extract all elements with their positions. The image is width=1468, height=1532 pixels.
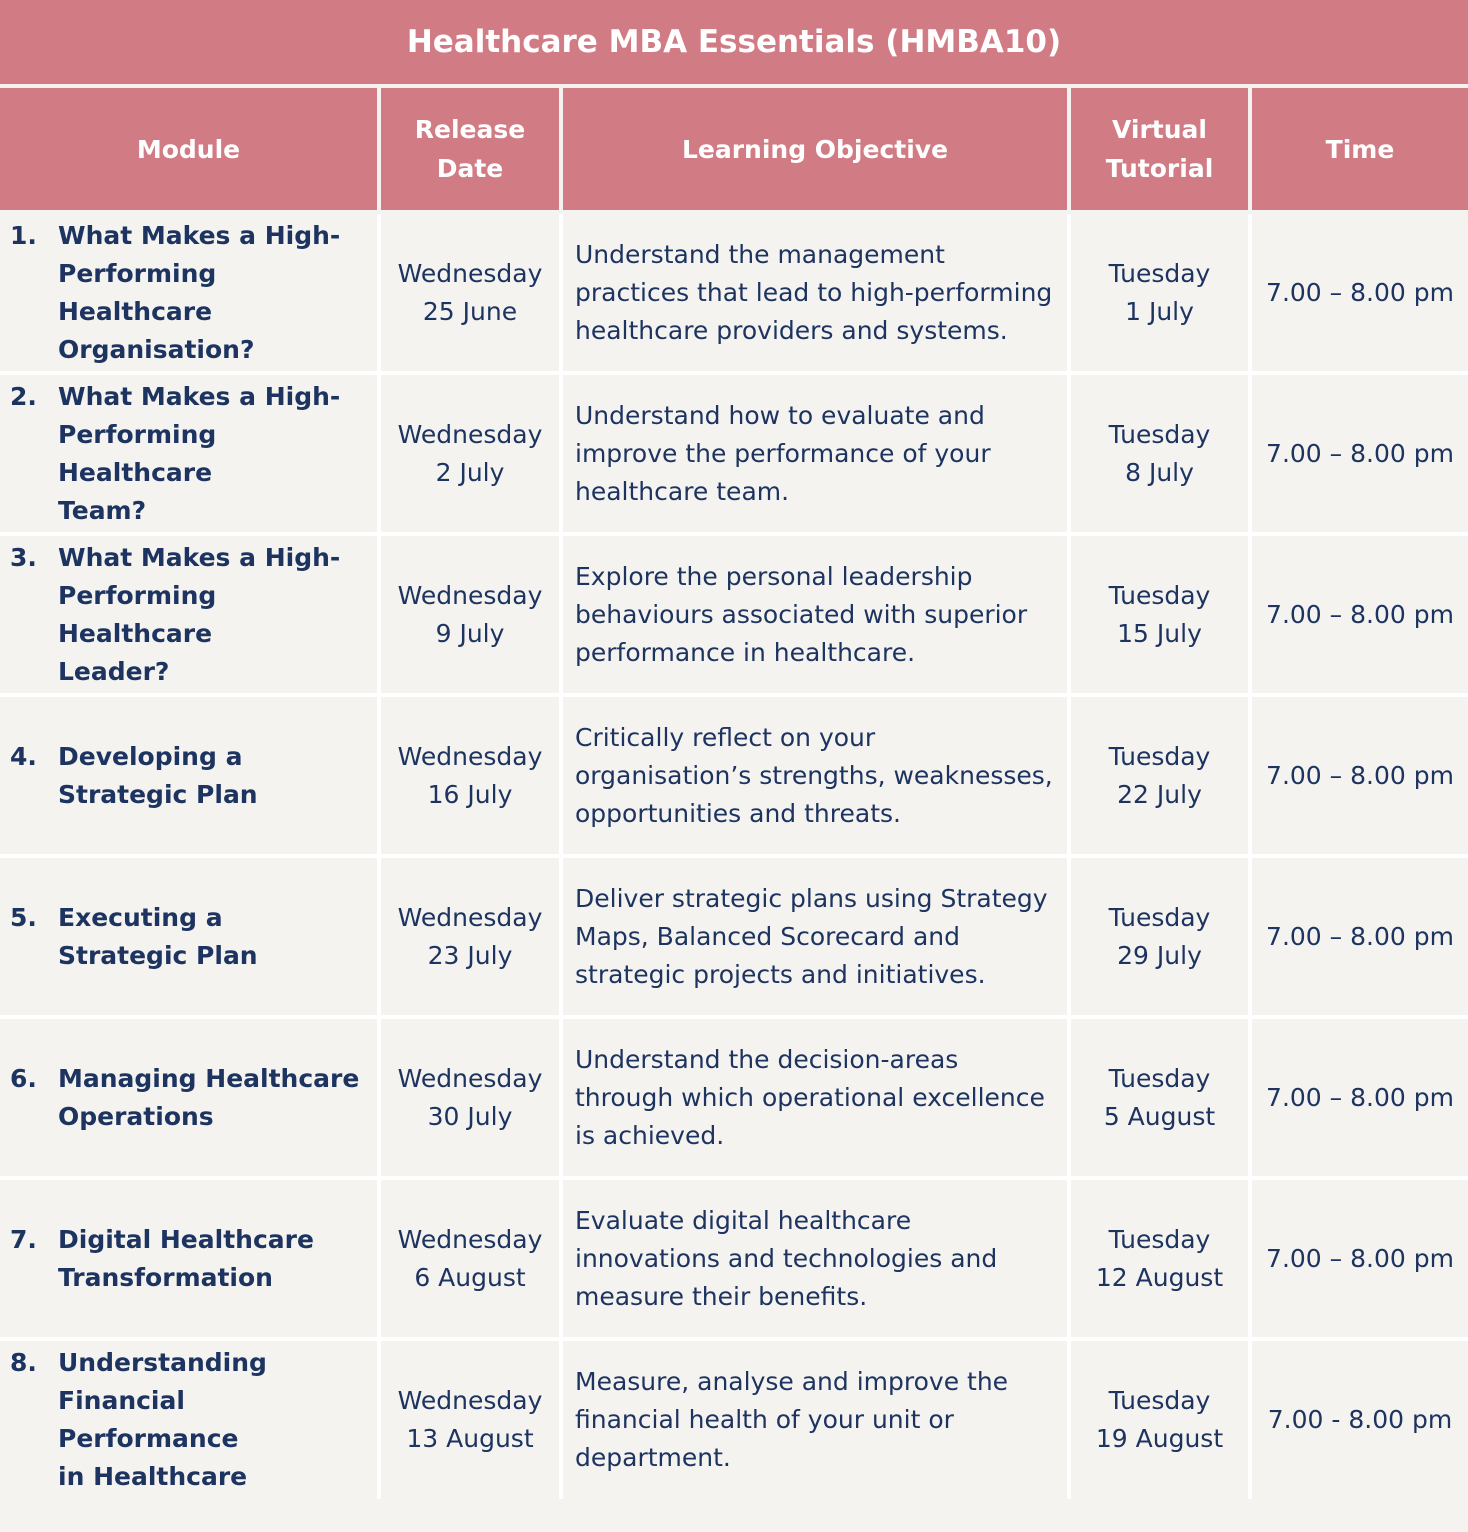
release-date-line: Wednesday [397,419,543,449]
module-name-line: Understanding [58,1348,267,1377]
table-row [0,1339,1468,1499]
release-date-cell [379,373,561,534]
module-name [58,1221,377,1297]
release-date-line: 30 July [427,1101,513,1131]
table-row [0,212,1468,373]
release-date-line: Wednesday [397,258,543,288]
objective-line: opportunities and threats. [575,798,901,828]
tutorial-date-line: 19 August [1095,1424,1224,1453]
release-date-line: 2 July [435,457,505,487]
header-release-date: Release Date [379,88,561,212]
release-date-line: 6 August [414,1262,526,1292]
module-name-line: What Makes a High- [58,542,341,572]
release-date-cell [379,1178,561,1339]
objective-line: healthcare providers and systems. [575,315,1008,345]
objective-line: strategic projects and initiatives. [575,959,986,989]
time-value: 7.00 – 8.00 pm [1266,438,1454,468]
table-row [0,695,1468,856]
tutorial-date-line: 22 July [1117,779,1202,809]
objective-line: practices that lead to high-performing [575,277,1053,307]
objective-line: healthcare team. [575,476,790,506]
virtual-tutorial-cell [1069,373,1250,534]
header-virtual-tutorial: Virtual Tutorial [1069,88,1250,212]
release-date-line: 9 July [435,618,505,648]
learning-objective-cell [561,856,1069,1017]
objective-line: improve the performance of your [575,438,991,468]
time-value: 7.00 – 8.00 pm [1266,1082,1454,1112]
objective-line: through which operational excellence [575,1082,1045,1112]
objective-line: Evaluate digital healthcare [575,1205,912,1235]
time-cell [1250,212,1468,373]
time-cell [1250,534,1468,695]
objective-line: financial health of your unit or [575,1405,954,1434]
learning-objective-cell [561,373,1069,534]
module-name-line: Financial Performance [58,1386,239,1453]
table-row [0,1178,1468,1339]
tutorial-date-line: Tuesday [1108,580,1211,610]
module-name-line: Managing Healthcare [58,1063,360,1093]
time-value: 7.00 – 8.00 pm [1266,921,1454,951]
learning-objective-cell [561,534,1069,695]
module-name [58,539,377,691]
module-name-line: Performing Healthcare [58,580,217,648]
release-date-line: Wednesday [397,1063,543,1093]
tutorial-date-line: Tuesday [1108,741,1211,771]
release-date-line: 16 July [427,779,513,809]
header-time: Time [1250,88,1468,212]
module-name-line: in Healthcare [58,1462,248,1491]
tutorial-date-line: Tuesday [1108,1386,1211,1415]
objective-line: is achieved. [575,1120,725,1150]
tutorial-date-line: 8 July [1125,457,1194,487]
time-value: 7.00 – 8.00 pm [1266,1243,1454,1273]
objective-line: department. [575,1443,731,1472]
module-name-line: Digital Healthcare [58,1224,314,1254]
learning-objective-cell [561,695,1069,856]
tutorial-date-line: 15 July [1117,618,1202,648]
virtual-tutorial-cell [1069,1339,1250,1499]
module-name-line: Developing a [58,741,243,771]
module-cell [0,1017,379,1178]
module-name [58,378,377,530]
objective-line: Critically reflect on your [575,722,876,752]
module-cell [0,534,379,695]
objective-line: Understand how to evaluate and [575,400,985,430]
virtual-tutorial-cell [1069,212,1250,373]
tutorial-date-line: 5 August [1103,1101,1216,1131]
release-date-line: Wednesday [397,1386,543,1415]
module-number: 4. [10,741,37,771]
module-name-line: What Makes a High- [58,220,341,250]
module-name [58,1344,377,1496]
table-row [0,856,1468,1017]
time-cell [1250,695,1468,856]
module-number: 1. [10,220,37,250]
module-cell [0,373,379,534]
time-cell [1250,1178,1468,1339]
release-date-line: 25 June [422,296,518,326]
release-date-line: Wednesday [397,1224,543,1254]
learning-objective-cell [561,212,1069,373]
module-name [58,738,377,814]
table-row [0,1017,1468,1178]
tutorial-date-line: Tuesday [1108,258,1211,288]
module-number: 7. [10,1224,37,1254]
time-cell [1250,373,1468,534]
release-date-cell [379,856,561,1017]
tutorial-date-line: Tuesday [1108,1063,1211,1093]
module-cell [0,695,379,856]
time-cell [1250,856,1468,1017]
tutorial-date-line: 29 July [1117,940,1202,970]
virtual-tutorial-cell [1069,534,1250,695]
objective-line: innovations and technologies and [575,1243,998,1273]
module-cell [0,212,379,373]
page-title: Healthcare MBA Essentials (HMBA10) [0,0,1468,84]
release-date-line: 13 August [406,1424,534,1453]
schedule-table [0,88,1468,1499]
module-name-line: Performing Healthcare [58,419,217,487]
objective-line: Measure, analyse and improve the [575,1367,1009,1396]
module-name-line: Leader? [58,656,170,686]
module-number: 5. [10,902,37,932]
learning-objective-cell [561,1339,1069,1499]
module-cell [0,1178,379,1339]
module-number: 3. [10,542,37,572]
tutorial-date-line: 1 July [1125,296,1194,326]
module-name [58,217,377,369]
module-name-line: Strategic Plan [58,779,258,809]
module-name-line: Team? [58,495,147,525]
release-date-cell [379,212,561,373]
tutorial-date-line: 12 August [1095,1262,1224,1292]
table-row [0,534,1468,695]
time-cell [1250,1339,1468,1499]
release-date-line: 23 July [427,940,513,970]
module-name-line: Executing a [58,902,223,932]
time-value: 7.00 – 8.00 pm [1266,760,1454,790]
virtual-tutorial-cell [1069,856,1250,1017]
time-value: 7.00 - 8.00 pm [1267,1405,1453,1434]
objective-line: Explore the personal leadership [575,561,973,591]
tutorial-date-line: Tuesday [1108,419,1211,449]
release-date-cell [379,1339,561,1499]
module-name-line: Organisation? [58,334,255,364]
time-value: 7.00 – 8.00 pm [1266,277,1454,307]
module-number: 2. [10,381,37,411]
header-learning-objective: Learning Objective [561,88,1069,212]
virtual-tutorial-cell [1069,1178,1250,1339]
objective-line: Deliver strategic plans using Strategy [575,883,1048,913]
tutorial-date-line: Tuesday [1108,1224,1211,1254]
release-date-cell [379,695,561,856]
virtual-tutorial-cell [1069,695,1250,856]
module-cell [0,1339,379,1499]
release-date-cell [379,1017,561,1178]
objective-line: behaviours associated with superior [575,599,1028,629]
module-name-line: Transformation [58,1262,273,1292]
objective-line: performance in healthcare. [575,637,916,667]
time-value: 7.00 – 8.00 pm [1266,599,1454,629]
header-module: Module [0,88,379,212]
objective-line: Understand the management [575,239,945,269]
header-row [0,88,1468,212]
release-date-line: Wednesday [397,580,543,610]
objective-line: measure their benefits. [575,1281,868,1311]
module-cell [0,856,379,1017]
module-name [58,899,377,975]
module-number: 8. [10,1348,37,1377]
module-name [58,1060,377,1136]
objective-line: organisation’s strengths, weaknesses, [575,760,1053,790]
learning-objective-cell [561,1017,1069,1178]
module-name-line: Strategic Plan [58,940,258,970]
learning-objective-cell [561,1178,1069,1339]
objective-line: Understand the decision-areas [575,1044,959,1074]
module-number: 6. [10,1063,37,1093]
release-date-line: Wednesday [397,741,543,771]
virtual-tutorial-cell [1069,1017,1250,1178]
release-date-line: Wednesday [397,902,543,932]
release-date-cell [379,534,561,695]
table-row [0,373,1468,534]
time-cell [1250,1017,1468,1178]
module-name-line: Performing Healthcare [58,258,217,326]
module-name-line: What Makes a High- [58,381,341,411]
objective-line: Maps, Balanced Scorecard and [575,921,960,951]
tutorial-date-line: Tuesday [1108,902,1211,932]
module-name-line: Operations [58,1101,214,1131]
